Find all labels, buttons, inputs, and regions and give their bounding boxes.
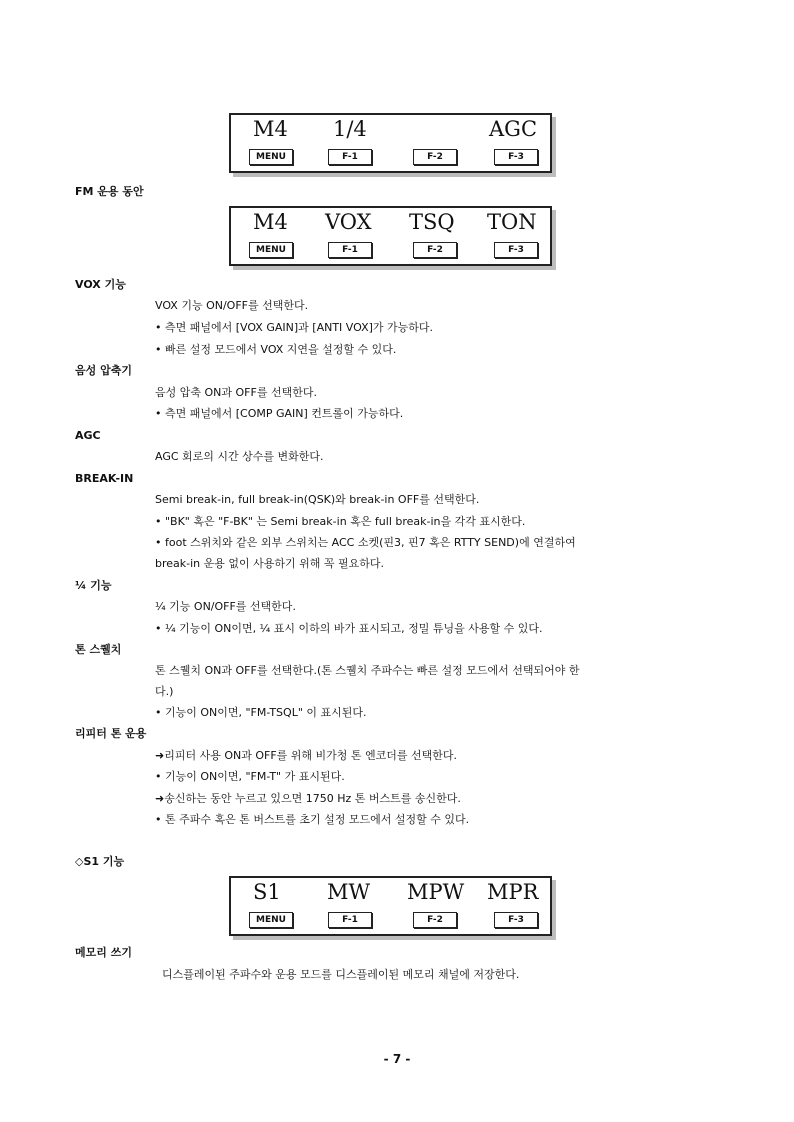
f2-key[interactable]: F-2 xyxy=(413,149,457,165)
text-line: • 기능이 ON이면, "FM-T" 가 표시된다. xyxy=(155,770,345,783)
text-line: Semi break-in, full break-in(QSK)와 break-in OFF를 선택한다. xyxy=(155,493,480,506)
display-item: TSQ xyxy=(409,210,455,234)
menu-key[interactable]: MENU xyxy=(249,242,293,258)
text-line: • 빠른 설정 모드에서 VOX 지연을 설정할 수 있다. xyxy=(155,343,397,356)
text-line: • foot 스위치와 같은 외부 스위치는 ACC 소켓(핀3, 핀7 혹은 RTTY SEND)에 연결하여 xyxy=(155,536,576,549)
f3-key[interactable]: F-3 xyxy=(494,242,538,258)
section-heading: FM 운용 동안 xyxy=(75,185,144,198)
text-line: • 톤 주파수 혹은 톤 버스트를 초기 설정 모드에서 설정할 수 있다. xyxy=(155,813,470,826)
page-number: - 7 - xyxy=(383,1052,411,1066)
text-line: 음성 압축 ON과 OFF를 선택한다. xyxy=(155,386,317,399)
f3-key[interactable]: F-3 xyxy=(494,912,538,928)
text-line: AGC 회로의 시간 상수를 변화한다. xyxy=(155,450,324,463)
display-item: 1/4 xyxy=(333,117,367,141)
display-item: MPW xyxy=(407,880,465,904)
section-heading: 톤 스퀠치 xyxy=(75,643,122,656)
text-line: VOX 기능 ON/OFF를 선택한다. xyxy=(155,299,309,312)
text-line: break-in 운용 없이 사용하기 위해 꼭 필요하다. xyxy=(155,557,385,570)
section-heading: ◇S1 기능 xyxy=(75,855,125,868)
text-line: ¼ 기능 ON/OFF를 선택한다. xyxy=(155,600,296,613)
f2-key[interactable]: F-2 xyxy=(413,242,457,258)
display-item: VOX xyxy=(325,210,372,234)
text-line: • "BK" 혹은 "F-BK" 는 Semi break-in 혹은 full break-in을 각각 표시한다. xyxy=(155,515,526,528)
display-item: M4 xyxy=(253,117,288,141)
text-line: ➜리피터 사용 ON과 OFF를 위해 비가청 톤 엔코더를 선택한다. xyxy=(155,749,458,762)
f1-key[interactable]: F-1 xyxy=(328,242,372,258)
text-line: • 측면 패널에서 [COMP GAIN] 컨트롤이 가능하다. xyxy=(155,407,404,420)
display-item: TON xyxy=(487,210,537,234)
f1-key[interactable]: F-1 xyxy=(328,912,372,928)
section-heading: 메모리 쓰기 xyxy=(75,946,132,959)
section-heading: VOX 기능 xyxy=(75,278,126,291)
section-heading: AGC xyxy=(75,429,101,442)
display-item: M4 xyxy=(253,210,288,234)
display-item: MPR xyxy=(487,880,539,904)
text-line: 톤 스퀠치 ON과 OFF를 선택한다.(톤 스퀠치 주파수는 빠른 설정 모드에서 선택되어야 한 xyxy=(155,664,580,677)
f1-key[interactable]: F-1 xyxy=(328,149,372,165)
display-item: AGC xyxy=(489,117,538,141)
section-heading: ¼ 기능 xyxy=(75,579,112,592)
display-panel-1 xyxy=(229,113,552,173)
section-heading: 음성 압축기 xyxy=(75,364,132,377)
text-line: • 측면 패널에서 [VOX GAIN]과 [ANTI VOX]가 가능하다. xyxy=(155,321,434,334)
menu-key[interactable]: MENU xyxy=(249,912,293,928)
section-heading: 리피터 톤 운용 xyxy=(75,727,147,740)
text-line: • ¼ 기능이 ON이면, ¼ 표시 이하의 바가 표시되고, 정밀 튜닝을 사용할 수 있다. xyxy=(155,622,543,635)
f3-key[interactable]: F-3 xyxy=(494,149,538,165)
menu-key[interactable]: MENU xyxy=(249,149,293,165)
text-line: ➜송신하는 동안 누르고 있으면 1750 Hz 톤 버스트를 송신한다. xyxy=(155,792,461,805)
display-item: MW xyxy=(327,880,371,904)
text-line: • 기능이 ON이면, "FM-TSQL" 이 표시된다. xyxy=(155,706,367,719)
text-line: 다.) xyxy=(155,685,174,698)
display-panel-2 xyxy=(229,206,552,266)
f2-key[interactable]: F-2 xyxy=(413,912,457,928)
display-item: S1 xyxy=(253,880,281,904)
display-panel-3 xyxy=(229,876,552,936)
text-line: 디스플레이된 주파수와 운용 모드를 디스플레이된 메모리 채널에 저장한다. xyxy=(162,968,520,981)
section-heading: BREAK-IN xyxy=(75,472,134,485)
